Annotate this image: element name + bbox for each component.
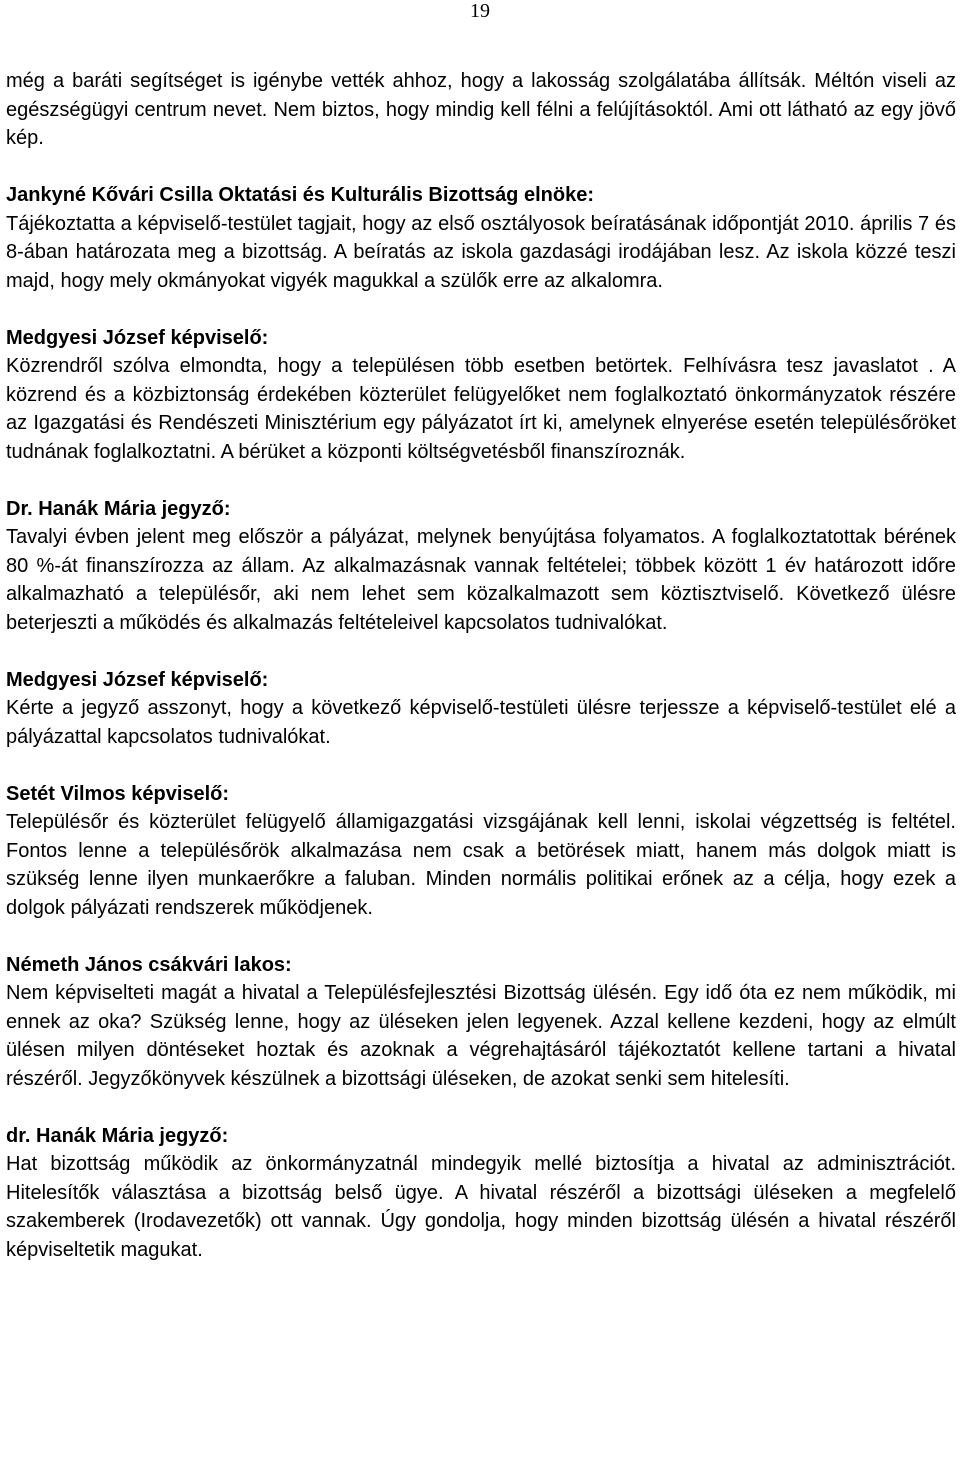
speech-block-nemeth bbox=[6, 951, 956, 1094]
speech-block-medgyesi-1 bbox=[6, 324, 956, 467]
speaker-name: Medgyesi József képviselő: bbox=[6, 668, 269, 691]
speech-block-medgyesi-2 bbox=[6, 666, 956, 752]
speech-text: Közrendről szólva elmondta, hogy a településen több esetben betörtek. Felhívásra tesz javaslatot . A közrend és a közbiztonság érdekében közterület felügyelőket nem foglalkoztató önkormányzatok részére az Igazgatási és Rendészeti Minisztérium egy pályázatot írt ki, amelynek elnyerése esetén településőröket tudnának foglalkoztatni. A bérüket a központi költségvetésből finanszíroznák. bbox=[6, 355, 956, 463]
speech-text: Településőr és közterület felügyelő államigazgatási vizsgájának kell lenni, iskolai végzettség is feltétel. Fontos lenne a településőrök alkalmazása nem csak a betörések miatt, hanem más dolgok miatt is szükség lenne ilyen munkaerőkre a faluban. Minden normális politikai erőnek az a célja, hogy ezek a dolgok pályázati rendszerek működjenek. bbox=[6, 811, 956, 919]
paragraph-intro bbox=[6, 67, 956, 153]
speaker-name: dr. Hanák Mária jegyző: bbox=[6, 1124, 229, 1147]
speech-block-hanak-1 bbox=[6, 495, 956, 638]
speech-block-hanak-2 bbox=[6, 1122, 956, 1265]
speech-text: Kérte a jegyző asszonyt, hogy a következő képviselő-testületi ülésre terjessze a képviselő-testület elé a pályázattal kapcsolatos tudnivalókat. bbox=[6, 697, 956, 748]
speech-text: Hat bizottság működik az önkormányzatnál mindegyik mellé biztosítja a hivatal az adminisztrációt. Hitelesítők választása a bizottság belső ügye. A hivatal részéről a bizottsági üléseken a megfelelő szakemberek (Irodavezetők) ott vannak. Úgy gondolja, hogy minden bizottság ülésén a hivatal részéről képviseltetik magukat. bbox=[6, 1153, 956, 1261]
page-number: 19 bbox=[470, 0, 490, 22]
speaker-name: Dr. Hanák Mária jegyző: bbox=[6, 497, 231, 520]
speech-block-jankyne bbox=[6, 181, 956, 295]
paragraph-text: még a baráti segítséget is igénybe vették ahhoz, hogy a lakosság szolgálatába állítsák. Méltón viseli az egészségügyi centrum nevet. Nem biztos, hogy mindig kell félni a felújításoktól. Ami ott látható az egy jövő kép. bbox=[6, 70, 956, 149]
speech-text: Nem képviselteti magát a hivatal a Településfejlesztési Bizottság ülésén. Egy idő óta ez nem működik, mi ennek az oka? Szükség lenne, hogy az üléseken jelen legyenek. Azzal kellene kezdeni, hogy az elmúlt ülésen milyen döntéseket hoztak és azoknak a végrehajtásáról tájékoztatót kellene tartani a hivatal részéről. Jegyzőkönyvek készülnek a bizottsági üléseken, de azokat senki sem hitelesíti. bbox=[6, 982, 956, 1090]
document-body bbox=[6, 67, 956, 1293]
speech-text: Tájékoztatta a képviselő-testület tagjait, hogy az első osztályosok beíratásának időpontját 2010. április 7 és 8-ában határozata meg a bizottság. A beíratás az iskola gazdasági irodájában lesz. Az iskola közzé teszi majd, hogy mely okmányokat vigyék magukkal a szülők erre az alkalomra. bbox=[6, 212, 956, 292]
speech-text: Tavalyi évben jelent meg először a pályázat, melynek benyújtása folyamatos. A foglalkoztatottak bérének 80 %-át finanszírozza az állam. Az alkalmazásnak vannak feltételei; többek között 1 év határozott időre alkalmazható a településőr, aki nem lehet sem közalkalmazott sem köztisztviselő. Következő ülésre beterjeszti a működés és alkalmazás feltételeivel kapcsolatos tudnivalókat. bbox=[6, 526, 956, 634]
speech-block-setet bbox=[6, 780, 956, 923]
speaker-name: Setét Vilmos képviselő: bbox=[6, 782, 230, 805]
speaker-name: Medgyesi József képviselő: bbox=[6, 326, 269, 349]
speaker-name: Németh János csákvári lakos: bbox=[6, 953, 292, 976]
speaker-name: Jankyné Kővári Csilla Oktatási és Kulturális Bizottság elnöke: bbox=[6, 184, 594, 206]
